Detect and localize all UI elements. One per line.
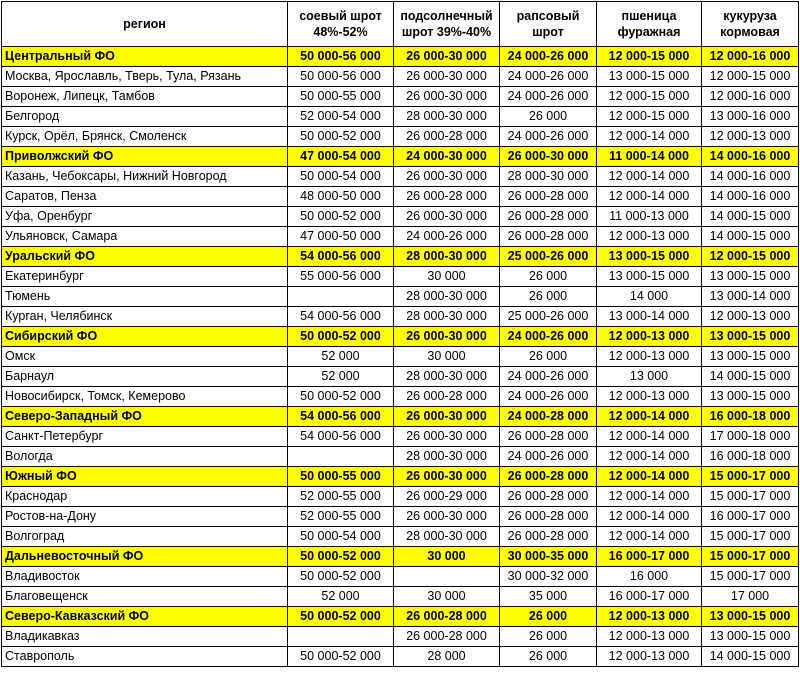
rapeseed-meal-cell: 26 000-28 000: [500, 187, 597, 207]
feed-wheat-cell: 13 000-15 000: [597, 267, 702, 287]
feed-wheat-cell: 12 000-15 000: [597, 47, 702, 67]
header-feed-corn: кукуруза кормовая: [702, 2, 799, 47]
sunflower-meal-cell: 26 000-30 000: [394, 87, 500, 107]
rapeseed-meal-cell: 26 000: [500, 267, 597, 287]
sunflower-meal-cell: 26 000-28 000: [394, 607, 500, 627]
soy-meal-cell: 50 000-52 000: [288, 607, 394, 627]
region-cell: Северо-Кавказский ФО: [2, 607, 288, 627]
rapeseed-meal-cell: 35 000: [500, 587, 597, 607]
table-row: [2, 87, 799, 107]
feed-wheat-cell: 11 000-13 000: [597, 207, 702, 227]
district-row: [2, 247, 799, 267]
feed-wheat-cell: 12 000-13 000: [597, 387, 702, 407]
soy-meal-cell: 52 000: [288, 367, 394, 387]
feed-wheat-cell: 12 000-14 000: [597, 127, 702, 147]
rapeseed-meal-cell: 26 000-28 000: [500, 207, 597, 227]
table-row: [2, 487, 799, 507]
sunflower-meal-cell: 26 000-30 000: [394, 427, 500, 447]
sunflower-meal-cell: 28 000-30 000: [394, 307, 500, 327]
feed-wheat-cell: 12 000-14 000: [597, 427, 702, 447]
sunflower-meal-cell: 26 000-29 000: [394, 487, 500, 507]
table-row: [2, 227, 799, 247]
sunflower-meal-cell: 26 000-30 000: [394, 47, 500, 67]
table-row: [2, 567, 799, 587]
sunflower-meal-cell: 24 000-30 000: [394, 147, 500, 167]
rapeseed-meal-cell: 25 000-26 000: [500, 307, 597, 327]
sunflower-meal-cell: 28 000-30 000: [394, 107, 500, 127]
rapeseed-meal-cell: 24 000-26 000: [500, 87, 597, 107]
header-feed-wheat: пшеница фуражная: [597, 2, 702, 47]
feed-corn-cell: 15 000-17 000: [702, 527, 799, 547]
table-row: [2, 307, 799, 327]
table-row: [2, 207, 799, 227]
sunflower-meal-cell: 28 000-30 000: [394, 527, 500, 547]
region-cell: Курган, Челябинск: [2, 307, 288, 327]
soy-meal-cell: 50 000-52 000: [288, 207, 394, 227]
feed-corn-cell: 13 000-15 000: [702, 327, 799, 347]
region-cell: Ростов-на-Дону: [2, 507, 288, 527]
feed-corn-cell: 13 000-15 000: [702, 607, 799, 627]
table-body: [2, 47, 799, 667]
soy-meal-cell: 50 000-55 000: [288, 87, 394, 107]
table-row: [2, 187, 799, 207]
rapeseed-meal-cell: 25 000-26 000: [500, 247, 597, 267]
feed-wheat-cell: 12 000-14 000: [597, 507, 702, 527]
soy-meal-cell: 50 000-52 000: [288, 327, 394, 347]
feed-corn-cell: 16 000-18 000: [702, 407, 799, 427]
region-cell: Курск, Орёл, Брянск, Смоленск: [2, 127, 288, 147]
header-row: [2, 2, 799, 47]
table-row: [2, 107, 799, 127]
feed-corn-cell: 13 000-16 000: [702, 107, 799, 127]
feed-corn-cell: 14 000-15 000: [702, 227, 799, 247]
rapeseed-meal-cell: 26 000-30 000: [500, 147, 597, 167]
price-table: [1, 1, 799, 667]
feed-corn-cell: 14 000-15 000: [702, 207, 799, 227]
feed-corn-cell: 12 000-13 000: [702, 127, 799, 147]
soy-meal-cell: 54 000-56 000: [288, 427, 394, 447]
feed-corn-cell: 14 000-15 000: [702, 367, 799, 387]
region-cell: Южный ФО: [2, 467, 288, 487]
feed-corn-cell: 12 000-16 000: [702, 87, 799, 107]
feed-corn-cell: 14 000-16 000: [702, 167, 799, 187]
region-cell: Вологда: [2, 447, 288, 467]
feed-wheat-cell: 16 000-17 000: [597, 547, 702, 567]
feed-corn-cell: 12 000-16 000: [702, 47, 799, 67]
sunflower-meal-cell: 30 000: [394, 587, 500, 607]
sunflower-meal-cell: 26 000-30 000: [394, 167, 500, 187]
table-row: [2, 367, 799, 387]
sunflower-meal-cell: 26 000-28 000: [394, 627, 500, 647]
soy-meal-cell: 50 000-52 000: [288, 547, 394, 567]
feed-wheat-cell: 12 000-14 000: [597, 187, 702, 207]
soy-meal-cell: 52 000-55 000: [288, 487, 394, 507]
rapeseed-meal-cell: 26 000: [500, 107, 597, 127]
region-cell: Владивосток: [2, 567, 288, 587]
sunflower-meal-cell: 28 000-30 000: [394, 367, 500, 387]
feed-wheat-cell: 12 000-15 000: [597, 87, 702, 107]
district-row: [2, 547, 799, 567]
region-cell: Казань, Чебоксары, Нижний Новгород: [2, 167, 288, 187]
feed-corn-cell: 15 000-17 000: [702, 567, 799, 587]
table-row: [2, 67, 799, 87]
soy-meal-cell: 48 000-50 000: [288, 187, 394, 207]
region-cell: Ставрополь: [2, 647, 288, 667]
feed-corn-cell: 15 000-17 000: [702, 467, 799, 487]
feed-wheat-cell: 12 000-14 000: [597, 447, 702, 467]
soy-meal-cell: 47 000-50 000: [288, 227, 394, 247]
feed-corn-cell: 13 000-15 000: [702, 387, 799, 407]
soy-meal-cell: 52 000-54 000: [288, 107, 394, 127]
feed-wheat-cell: 12 000-15 000: [597, 107, 702, 127]
table-row: [2, 647, 799, 667]
feed-corn-cell: 13 000-15 000: [702, 627, 799, 647]
table-row: [2, 587, 799, 607]
rapeseed-meal-cell: 26 000: [500, 647, 597, 667]
region-cell: Белгород: [2, 107, 288, 127]
soy-meal-cell: [288, 447, 394, 467]
region-cell: Москва, Ярославль, Тверь, Тула, Рязань: [2, 67, 288, 87]
feed-wheat-cell: 12 000-13 000: [597, 347, 702, 367]
soy-meal-cell: 54 000-56 000: [288, 407, 394, 427]
table-row: [2, 387, 799, 407]
region-cell: Уральский ФО: [2, 247, 288, 267]
region-cell: Краснодар: [2, 487, 288, 507]
region-cell: Северо-Западный ФО: [2, 407, 288, 427]
sunflower-meal-cell: 30 000: [394, 347, 500, 367]
feed-wheat-cell: 13 000-15 000: [597, 67, 702, 87]
table-row: [2, 287, 799, 307]
region-cell: Саратов, Пенза: [2, 187, 288, 207]
feed-corn-cell: 12 000-13 000: [702, 307, 799, 327]
region-cell: Новосибирск, Томск, Кемерово: [2, 387, 288, 407]
sunflower-meal-cell: 26 000-28 000: [394, 187, 500, 207]
sunflower-meal-cell: 28 000-30 000: [394, 247, 500, 267]
rapeseed-meal-cell: 26 000-28 000: [500, 487, 597, 507]
table-row: [2, 447, 799, 467]
feed-wheat-cell: 14 000: [597, 287, 702, 307]
rapeseed-meal-cell: 26 000: [500, 607, 597, 627]
district-row: [2, 47, 799, 67]
soy-meal-cell: [288, 287, 394, 307]
feed-wheat-cell: 11 000-14 000: [597, 147, 702, 167]
feed-wheat-cell: 13 000-14 000: [597, 307, 702, 327]
feed-wheat-cell: 16 000: [597, 567, 702, 587]
rapeseed-meal-cell: 24 000-26 000: [500, 447, 597, 467]
rapeseed-meal-cell: 30 000-32 000: [500, 567, 597, 587]
rapeseed-meal-cell: 30 000-35 000: [500, 547, 597, 567]
table-row: [2, 627, 799, 647]
feed-corn-cell: 17 000-18 000: [702, 427, 799, 447]
feed-wheat-cell: 13 000: [597, 367, 702, 387]
soy-meal-cell: [288, 627, 394, 647]
feed-wheat-cell: 12 000-14 000: [597, 487, 702, 507]
sunflower-meal-cell: 26 000-30 000: [394, 207, 500, 227]
soy-meal-cell: 50 000-54 000: [288, 167, 394, 187]
rapeseed-meal-cell: 26 000: [500, 347, 597, 367]
feed-wheat-cell: 12 000-13 000: [597, 327, 702, 347]
rapeseed-meal-cell: 26 000-28 000: [500, 427, 597, 447]
soy-meal-cell: 54 000-56 000: [288, 307, 394, 327]
sunflower-meal-cell: 26 000-30 000: [394, 407, 500, 427]
district-row: [2, 407, 799, 427]
feed-corn-cell: 12 000-15 000: [702, 247, 799, 267]
sunflower-meal-cell: [394, 567, 500, 587]
region-cell: Барнаул: [2, 367, 288, 387]
rapeseed-meal-cell: 24 000-26 000: [500, 387, 597, 407]
region-cell: Екатеринбург: [2, 267, 288, 287]
table-header: [2, 2, 799, 47]
sunflower-meal-cell: 24 000-26 000: [394, 227, 500, 247]
feed-wheat-cell: 12 000-13 000: [597, 647, 702, 667]
soy-meal-cell: 50 000-52 000: [288, 127, 394, 147]
sunflower-meal-cell: 26 000-30 000: [394, 467, 500, 487]
region-cell: Ульяновск, Самара: [2, 227, 288, 247]
rapeseed-meal-cell: 24 000-28 000: [500, 407, 597, 427]
sunflower-meal-cell: 26 000-28 000: [394, 127, 500, 147]
region-cell: Воронеж, Липецк, Тамбов: [2, 87, 288, 107]
soy-meal-cell: 50 000-56 000: [288, 67, 394, 87]
rapeseed-meal-cell: 26 000-28 000: [500, 227, 597, 247]
rapeseed-meal-cell: 24 000-26 000: [500, 47, 597, 67]
district-row: [2, 147, 799, 167]
region-cell: Санкт-Петербург: [2, 427, 288, 447]
soy-meal-cell: 55 000-56 000: [288, 267, 394, 287]
region-cell: Центральный ФО: [2, 47, 288, 67]
feed-wheat-cell: 12 000-13 000: [597, 227, 702, 247]
table-row: [2, 427, 799, 447]
feed-wheat-cell: 13 000-15 000: [597, 247, 702, 267]
region-cell: Приволжский ФО: [2, 147, 288, 167]
table-row: [2, 267, 799, 287]
region-cell: Тюмень: [2, 287, 288, 307]
rapeseed-meal-cell: 24 000-26 000: [500, 367, 597, 387]
feed-corn-cell: 12 000-15 000: [702, 67, 799, 87]
region-cell: Владикавказ: [2, 627, 288, 647]
soy-meal-cell: 50 000-52 000: [288, 387, 394, 407]
feed-corn-cell: 13 000-15 000: [702, 347, 799, 367]
sunflower-meal-cell: 26 000-30 000: [394, 67, 500, 87]
soy-meal-cell: 47 000-54 000: [288, 147, 394, 167]
header-sunflower-meal: подсолнечный шрот 39%-40%: [394, 2, 500, 47]
region-cell: Дальневосточный ФО: [2, 547, 288, 567]
feed-wheat-cell: 12 000-14 000: [597, 407, 702, 427]
rapeseed-meal-cell: 26 000: [500, 287, 597, 307]
rapeseed-meal-cell: 24 000-26 000: [500, 67, 597, 87]
district-row: [2, 607, 799, 627]
feed-corn-cell: 13 000-14 000: [702, 287, 799, 307]
soy-meal-cell: 50 000-52 000: [288, 647, 394, 667]
feed-corn-cell: 14 000-16 000: [702, 187, 799, 207]
soy-meal-cell: 52 000-55 000: [288, 507, 394, 527]
rapeseed-meal-cell: 26 000-28 000: [500, 527, 597, 547]
region-cell: Омск: [2, 347, 288, 367]
soy-meal-cell: 50 000-52 000: [288, 567, 394, 587]
region-cell: Благовещенск: [2, 587, 288, 607]
feed-corn-cell: 16 000-18 000: [702, 447, 799, 467]
sunflower-meal-cell: 28 000: [394, 647, 500, 667]
soy-meal-cell: 52 000: [288, 587, 394, 607]
table-row: [2, 527, 799, 547]
region-cell: Волгоград: [2, 527, 288, 547]
header-rapeseed-meal: рапсовый шрот: [500, 2, 597, 47]
rapeseed-meal-cell: 26 000-28 000: [500, 467, 597, 487]
header-region: регион: [2, 2, 288, 47]
table-row: [2, 507, 799, 527]
district-row: [2, 467, 799, 487]
feed-corn-cell: 17 000: [702, 587, 799, 607]
rapeseed-meal-cell: 24 000-26 000: [500, 127, 597, 147]
sunflower-meal-cell: 26 000-28 000: [394, 387, 500, 407]
sunflower-meal-cell: 26 000-30 000: [394, 507, 500, 527]
district-row: [2, 327, 799, 347]
sunflower-meal-cell: 28 000-30 000: [394, 447, 500, 467]
soy-meal-cell: 50 000-54 000: [288, 527, 394, 547]
header-soy-meal: соевый шрот 48%-52%: [288, 2, 394, 47]
feed-corn-cell: 15 000-17 000: [702, 547, 799, 567]
rapeseed-meal-cell: 26 000: [500, 627, 597, 647]
region-cell: Уфа, Оренбург: [2, 207, 288, 227]
rapeseed-meal-cell: 26 000-28 000: [500, 507, 597, 527]
soy-meal-cell: 54 000-56 000: [288, 247, 394, 267]
feed-wheat-cell: 12 000-13 000: [597, 627, 702, 647]
sunflower-meal-cell: 30 000: [394, 547, 500, 567]
rapeseed-meal-cell: 28 000-30 000: [500, 167, 597, 187]
feed-corn-cell: 15 000-17 000: [702, 487, 799, 507]
sunflower-meal-cell: 30 000: [394, 267, 500, 287]
rapeseed-meal-cell: 24 000-26 000: [500, 327, 597, 347]
feed-wheat-cell: 12 000-14 000: [597, 167, 702, 187]
feed-wheat-cell: 16 000-17 000: [597, 587, 702, 607]
table-row: [2, 127, 799, 147]
feed-corn-cell: 13 000-15 000: [702, 267, 799, 287]
soy-meal-cell: 52 000: [288, 347, 394, 367]
table-row: [2, 167, 799, 187]
soy-meal-cell: 50 000-55 000: [288, 467, 394, 487]
soy-meal-cell: 50 000-56 000: [288, 47, 394, 67]
region-cell: Сибирский ФО: [2, 327, 288, 347]
sunflower-meal-cell: 28 000-30 000: [394, 287, 500, 307]
feed-wheat-cell: 12 000-13 000: [597, 607, 702, 627]
feed-wheat-cell: 12 000-14 000: [597, 467, 702, 487]
feed-corn-cell: 14 000-16 000: [702, 147, 799, 167]
table-row: [2, 347, 799, 367]
feed-wheat-cell: 12 000-14 000: [597, 527, 702, 547]
feed-corn-cell: 14 000-15 000: [702, 647, 799, 667]
sunflower-meal-cell: 26 000-30 000: [394, 327, 500, 347]
feed-corn-cell: 16 000-17 000: [702, 507, 799, 527]
